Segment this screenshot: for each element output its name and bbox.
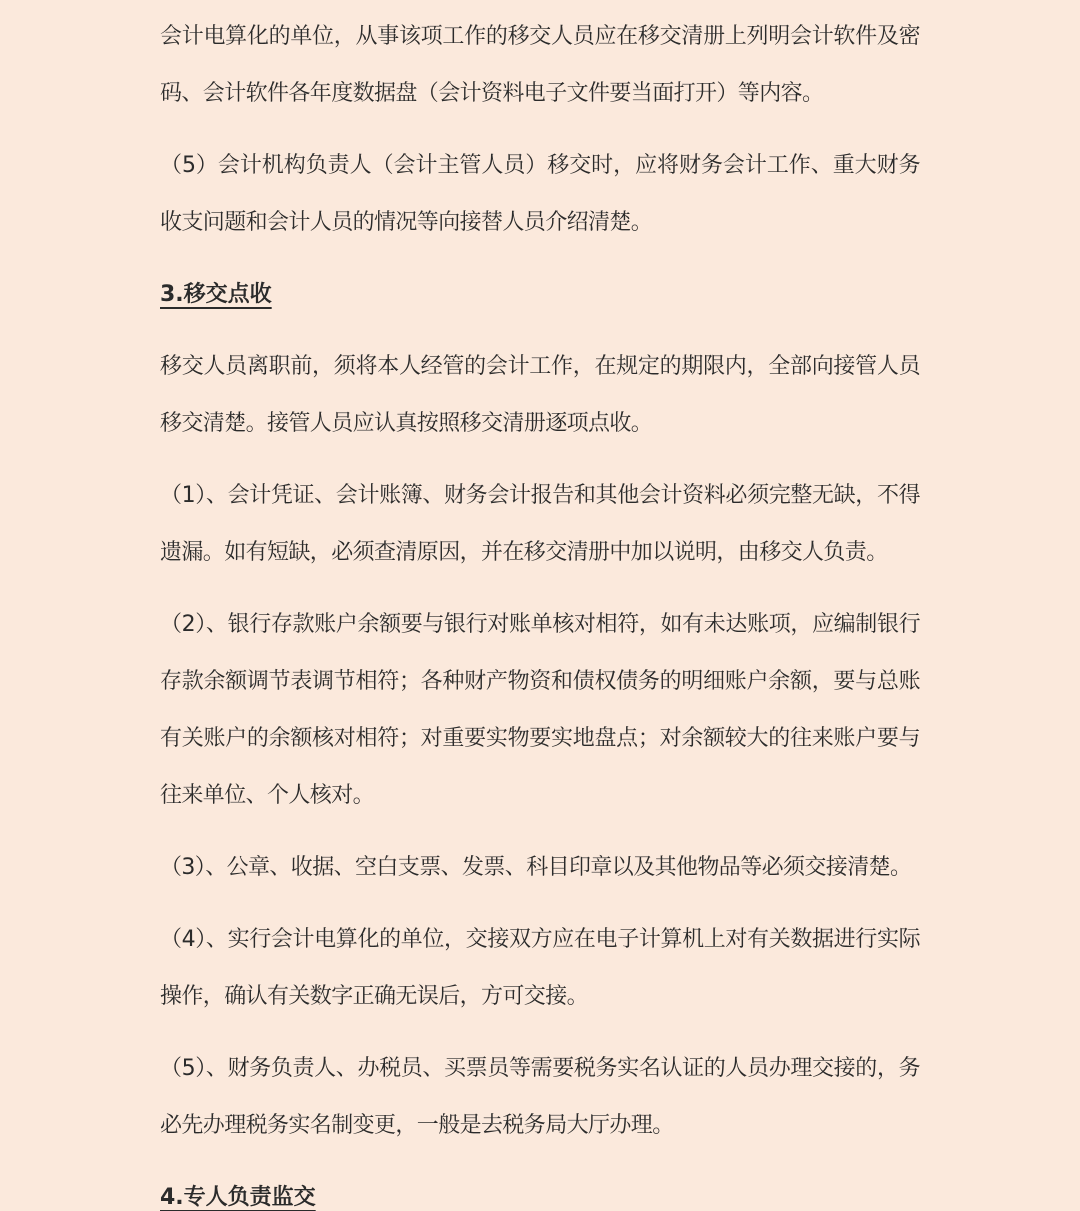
- paragraph-item-1-vouchers: （1）、会计凭证、会计账簿、财务会计报告和其他会计资料必须完整无缺，不得遗漏。如有短缺，必须查清原因，并在移交清册中加以说明，由移交人负责。: [160, 483, 920, 565]
- paragraph-handover-intro: 移交人员离职前，须将本人经管的会计工作，在规定的期限内，全部向接管人员移交清楚。接管人员应认真按照移交清册逐项点收。: [160, 354, 920, 436]
- section-heading-supervision: 4.专人负责监交: [160, 1185, 316, 1210]
- paragraph-item-2-bank-balances: （2）、银行存款账户余额要与银行对账单核对相符，如有未达账项，应编制银行存款余额调节表调节相符；各种财产物资和债权债务的明细账户余额，要与总账有关账户的余额核对相符；对重要实物要实地盘点；对余额较大的往来账户要与往来单位、个人核对。: [160, 612, 920, 808]
- paragraph-item-4-computer-operation: （4）、实行会计电算化的单位，交接双方应在电子计算机上对有关数据进行实际操作，确认有关数字正确无误后，方可交接。: [160, 927, 920, 1009]
- article-body: [160, 0, 920, 1211]
- paragraph-item-5-tax-realname: （5）、财务负责人、办税员、买票员等需要税务实名认证的人员办理交接的，务必先办理税务实名制变更，一般是去税务局大厅办理。: [160, 1056, 920, 1138]
- paragraph-item-3-seals: （3）、公章、收据、空白支票、发票、科目印章以及其他物品等必须交接清楚。: [160, 855, 912, 880]
- paragraph-item-5-accounting-head: （5）会计机构负责人（会计主管人员）移交时，应将财务会计工作、重大财务收支问题和会计人员的情况等向接替人员介绍清楚。: [160, 153, 920, 235]
- paragraph-computerized-accounting-handover: 会计电算化的单位，从事该项工作的移交人员应在移交清册上列明会计软件及密码、会计软件各年度数据盘（会计资料电子文件要当面打开）等内容。: [160, 24, 920, 106]
- section-heading-handover-check: 3.移交点收: [160, 282, 272, 307]
